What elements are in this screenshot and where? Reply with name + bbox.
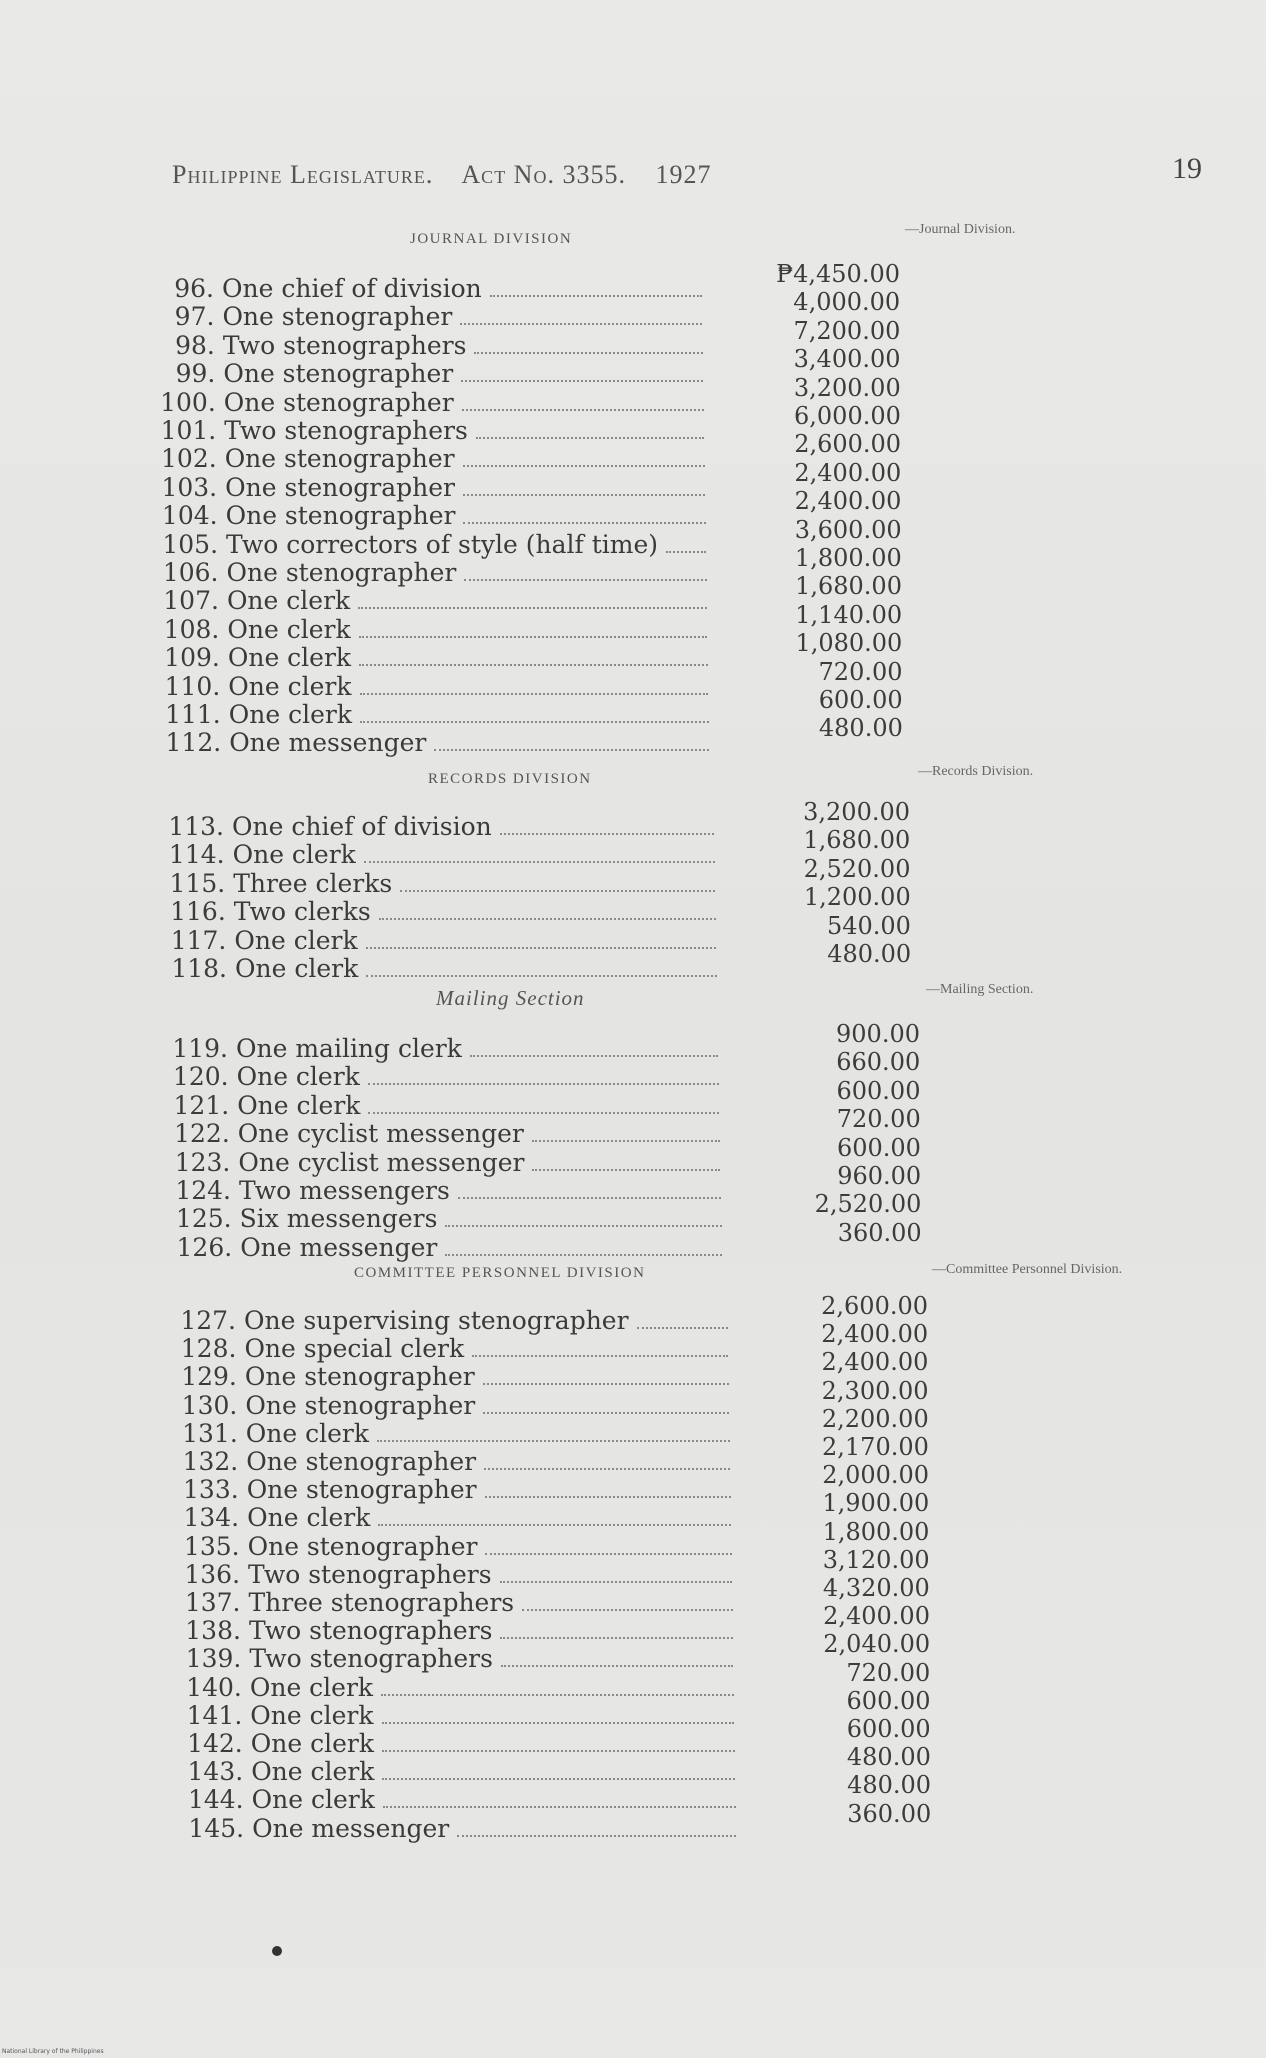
dot-leader	[500, 1637, 732, 1639]
item-number: 137.	[184, 1588, 241, 1617]
table-row	[173, 1503, 737, 1531]
table-row	[155, 700, 715, 728]
page-number: 19	[1172, 152, 1202, 185]
item-description: One chief of division	[232, 812, 492, 841]
item-amount: 720.00	[846, 1658, 931, 1687]
item-description: Two stenographers	[224, 416, 468, 445]
item-description: One stenographer	[224, 444, 455, 474]
item-description: Two stenographers	[248, 1616, 493, 1646]
margin-note-mailing: —Mailing Section.	[926, 982, 1034, 997]
dot-leader	[500, 1581, 732, 1583]
item-amount: 1,680.00	[803, 826, 911, 855]
item-amount: 480.00	[846, 1743, 931, 1772]
table-row	[154, 643, 714, 671]
item-number: 113.	[168, 812, 224, 841]
table-row	[152, 530, 712, 558]
item-number: 102.	[161, 444, 217, 474]
margin-note-records: —Records Division.	[918, 764, 1034, 779]
item-amount: 600.00	[846, 1686, 931, 1715]
item-description: Six messengers	[239, 1204, 438, 1234]
table-row	[149, 331, 709, 359]
item-description: One stenographer	[226, 558, 457, 587]
dot-leader	[383, 1806, 736, 1808]
item-description: One clerk	[236, 1062, 360, 1092]
dot-leader	[532, 1169, 720, 1171]
dot-leader	[470, 1055, 718, 1057]
dot-leader	[463, 522, 705, 524]
item-amount: 3,200.00	[803, 798, 910, 826]
item-description: One stenographer	[247, 1531, 478, 1561]
table-row	[171, 1362, 735, 1390]
item-amount: 600.00	[846, 1715, 931, 1743]
item-amount: 540.00	[826, 911, 911, 940]
table-row	[160, 926, 722, 954]
table-row	[161, 954, 723, 982]
dot-leader	[360, 693, 709, 695]
item-number: 127.	[180, 1306, 236, 1335]
header-year: 1927	[655, 160, 712, 189]
header-act: Act No. 3355.	[461, 160, 626, 189]
table-row	[175, 1588, 739, 1616]
item-number: 101.	[160, 416, 217, 445]
table-row	[151, 473, 711, 501]
table-row	[164, 1148, 726, 1176]
table-row	[178, 1814, 742, 1842]
item-amount: 6,000.00	[794, 402, 901, 430]
item-number: 104.	[161, 501, 218, 531]
item-number: 139.	[185, 1644, 242, 1674]
section-heading-journal: JOURNAL DIVISION	[410, 231, 573, 247]
item-amount: 600.00	[836, 1076, 921, 1105]
table-row	[149, 359, 709, 387]
dot-leader	[382, 1778, 735, 1780]
item-number: 115.	[169, 868, 226, 898]
item-number: 117.	[170, 925, 227, 955]
item-description: One stenographer	[225, 472, 456, 502]
dot-leader	[522, 1609, 732, 1611]
item-description: Two stenographers	[222, 330, 467, 360]
item-description: One stenographer	[225, 501, 456, 531]
item-description: One stenographer	[223, 359, 454, 389]
dot-leader	[483, 1412, 729, 1414]
item-number: 143.	[187, 1757, 244, 1787]
item-amount: 2,400.00	[821, 1320, 929, 1349]
item-number: 131.	[182, 1418, 238, 1448]
table-row	[163, 1091, 725, 1119]
item-number: 105.	[162, 529, 219, 559]
dot-leader	[359, 636, 708, 638]
item-description: One clerk	[235, 954, 359, 983]
item-amount: 1,080.00	[795, 629, 903, 658]
dot-leader	[381, 1694, 734, 1696]
dot-leader	[501, 1665, 733, 1667]
item-number: 118.	[171, 954, 227, 983]
dot-leader	[532, 1140, 720, 1142]
item-description: One clerk	[227, 643, 352, 673]
item-description: One stenographer	[246, 1475, 477, 1505]
item-number: 125.	[175, 1204, 232, 1234]
item-description: One clerk	[234, 925, 358, 955]
dot-leader	[400, 890, 715, 892]
item-number: 96.	[174, 274, 214, 303]
dot-leader	[463, 465, 705, 467]
item-description: One stenographer	[245, 1390, 476, 1420]
dot-leader	[666, 551, 706, 553]
item-description: One stenographer	[222, 302, 453, 332]
item-amount: 720.00	[818, 657, 903, 686]
table-row	[159, 840, 721, 868]
item-number: 128.	[180, 1334, 237, 1364]
item-description: One clerk	[228, 700, 352, 729]
dot-leader	[368, 1112, 719, 1114]
item-description: One clerk	[228, 671, 352, 701]
dot-leader	[360, 721, 709, 723]
item-number: 142.	[187, 1729, 243, 1758]
dot-leader	[460, 323, 702, 325]
item-amount: 3,200.00	[793, 373, 901, 402]
table-row	[153, 615, 713, 643]
item-amount: 2,400.00	[794, 487, 902, 516]
item-description: Two clerks	[233, 897, 371, 927]
item-number: 116.	[170, 897, 226, 927]
item-description: One clerk	[249, 1672, 374, 1702]
table-row	[175, 1616, 739, 1644]
item-number: 112.	[165, 728, 222, 758]
item-description: One clerk	[226, 586, 351, 616]
item-amount: 4,000.00	[793, 288, 901, 317]
item-number: 103.	[161, 472, 218, 502]
item-amount: 1,800.00	[794, 544, 902, 572]
dot-leader	[462, 409, 704, 411]
item-amount: 1,800.00	[822, 1517, 930, 1546]
item-description: Two stenographers	[248, 1559, 492, 1589]
item-amount: 660.00	[836, 1048, 921, 1077]
table-row	[172, 1447, 736, 1475]
item-amount: 2,400.00	[821, 1348, 929, 1377]
dot-leader	[382, 1750, 735, 1752]
item-description: One clerk	[251, 1785, 375, 1815]
dot-leader	[366, 947, 717, 949]
table-row	[154, 672, 714, 700]
item-number: 110.	[164, 671, 221, 701]
dot-leader	[637, 1327, 728, 1329]
item-description: One stenographer	[223, 387, 454, 417]
item-number: 141.	[186, 1700, 243, 1730]
item-description: Two messengers	[239, 1176, 450, 1205]
item-amount: 7,200.00	[793, 316, 901, 345]
item-amount: 3,120.00	[822, 1545, 930, 1574]
item-number: 140.	[186, 1672, 242, 1702]
item-description: One clerk	[247, 1503, 371, 1533]
table-row	[153, 586, 713, 614]
item-number: 138.	[185, 1616, 241, 1646]
item-description: One clerk	[250, 1700, 374, 1730]
table-row	[162, 1034, 724, 1062]
margin-note-committee: —Committee Personnel Division.	[932, 1262, 1123, 1277]
item-number: 135.	[183, 1531, 240, 1561]
item-number: 122.	[174, 1119, 230, 1149]
table-row	[164, 1119, 726, 1147]
item-amount: 3,600.00	[794, 515, 902, 544]
item-description: One cyclist messenger	[237, 1119, 524, 1149]
item-amount: 960.00	[837, 1162, 922, 1190]
table-row	[174, 1560, 738, 1588]
item-number: 97.	[174, 302, 215, 332]
section-heading-mailing: Mailing Section	[436, 986, 585, 1010]
item-description: One clerk	[237, 1090, 361, 1120]
item-number: 136.	[184, 1559, 241, 1589]
table-row	[165, 1176, 727, 1204]
item-number: 108.	[163, 614, 220, 644]
dot-leader	[366, 975, 717, 977]
table-row	[166, 1233, 728, 1261]
dot-leader	[359, 664, 708, 666]
item-number: 144.	[187, 1785, 244, 1815]
dot-leader	[364, 861, 715, 863]
item-description: One messenger	[252, 1813, 450, 1843]
dot-leader	[464, 579, 706, 581]
item-amount: 3,400.00	[793, 345, 901, 374]
item-amount: 600.00	[836, 1133, 921, 1162]
item-description: One messenger	[240, 1232, 438, 1262]
item-number: 129.	[181, 1362, 237, 1392]
dot-leader	[500, 833, 714, 835]
item-amount: 480.00	[827, 940, 912, 968]
item-description: One cyclist messenger	[238, 1147, 525, 1177]
table-row	[172, 1419, 736, 1447]
item-amount: 480.00	[847, 1771, 932, 1800]
item-amount: 2,520.00	[814, 1190, 922, 1219]
dot-leader	[379, 918, 716, 920]
item-number: 126.	[176, 1232, 233, 1262]
item-description: One stenographer	[244, 1362, 475, 1392]
table-row	[151, 444, 711, 472]
table-row	[174, 1532, 738, 1560]
dot-leader	[378, 1524, 731, 1526]
dot-leader	[461, 380, 703, 382]
table-row	[160, 897, 722, 925]
page-bullet-mark	[272, 1946, 282, 1956]
item-number: 124.	[175, 1176, 231, 1205]
dot-leader	[368, 1083, 719, 1085]
item-number: 100.	[160, 387, 216, 417]
item-number: 99.	[175, 359, 216, 389]
item-amount: 2,170.00	[822, 1433, 929, 1461]
item-amount: 2,520.00	[803, 854, 911, 883]
table-row	[166, 1204, 728, 1232]
item-description: One messenger	[229, 728, 427, 758]
item-amount: 2,600.00	[794, 430, 902, 459]
table-row	[176, 1701, 740, 1729]
dot-leader	[484, 1468, 730, 1470]
item-amount: 480.00	[818, 714, 903, 743]
item-description: Three stenographers	[248, 1588, 515, 1617]
dot-leader	[458, 1197, 721, 1199]
table-row	[159, 869, 721, 897]
item-number: 111.	[165, 700, 221, 729]
table-row	[177, 1729, 741, 1757]
dot-leader	[377, 1440, 730, 1442]
item-description: Three clerks	[233, 868, 393, 898]
dot-leader	[445, 1254, 722, 1256]
item-description: One mailing clerk	[236, 1034, 462, 1063]
item-description: One stenographer	[246, 1447, 477, 1476]
dot-leader	[434, 749, 709, 751]
item-amount: 900.00	[836, 1020, 920, 1048]
item-description: One clerk	[245, 1418, 370, 1448]
table-row	[177, 1757, 741, 1785]
item-amount: 1,140.00	[795, 600, 903, 629]
table-row	[150, 416, 710, 444]
scan-credit: National Library of the Philippines	[2, 2048, 104, 2055]
dot-leader	[358, 607, 707, 609]
item-description: One supervising stenographer	[244, 1306, 629, 1335]
item-amount: 720.00	[836, 1105, 921, 1134]
table-row	[170, 1306, 734, 1334]
dot-leader	[463, 494, 705, 496]
table-row	[175, 1644, 739, 1672]
dot-leader	[476, 437, 704, 439]
item-description: One special clerk	[244, 1334, 465, 1364]
item-number: 114.	[168, 840, 225, 870]
item-amount: 2,300.00	[821, 1376, 929, 1405]
dot-leader	[472, 1355, 728, 1357]
item-description: One chief of division	[222, 274, 482, 303]
item-description: Two correctors of style (half time)	[226, 529, 659, 559]
table-row	[176, 1673, 740, 1701]
table-row	[152, 501, 712, 529]
dot-leader	[457, 1835, 736, 1837]
table-row	[148, 274, 708, 302]
item-amount: 360.00	[837, 1218, 922, 1247]
item-amount: 2,400.00	[823, 1602, 930, 1631]
item-amount: 1,680.00	[795, 572, 902, 601]
item-description: One clerk	[232, 840, 356, 870]
item-amount: 4,320.00	[822, 1574, 930, 1602]
table-row	[158, 812, 720, 840]
item-number: 120.	[172, 1062, 229, 1092]
table-row	[173, 1475, 737, 1503]
item-number: 119.	[172, 1034, 228, 1063]
item-amount: 2,040.00	[823, 1630, 931, 1659]
item-number: 107.	[163, 586, 219, 616]
item-description: One clerk	[227, 614, 351, 644]
dot-leader	[483, 1383, 729, 1385]
item-amount: 2,000.00	[822, 1461, 930, 1490]
table-row	[170, 1334, 734, 1362]
dot-leader	[485, 1496, 731, 1498]
item-number: 123.	[174, 1147, 231, 1177]
item-amount: 360.00	[847, 1799, 932, 1828]
item-description: Two stenographers	[249, 1644, 493, 1674]
item-description: One clerk	[251, 1757, 375, 1787]
item-number: 98.	[175, 330, 215, 360]
dot-leader	[490, 295, 702, 297]
margin-note-journal: —Journal Division.	[905, 222, 1016, 237]
section-heading-records: RECORDS DIVISION	[428, 771, 592, 787]
item-amount: ₱4,450.00	[776, 260, 900, 288]
table-row	[178, 1785, 742, 1813]
item-number: 132.	[182, 1447, 239, 1476]
item-number: 134.	[183, 1503, 240, 1533]
item-number: 109.	[164, 643, 220, 673]
table-row	[171, 1391, 735, 1419]
item-number: 121.	[173, 1090, 230, 1120]
item-number: 130.	[181, 1390, 238, 1420]
dot-leader	[474, 352, 702, 354]
item-number: 145.	[188, 1813, 245, 1843]
item-amount: 1,200.00	[803, 883, 911, 912]
item-description: One clerk	[250, 1729, 374, 1758]
item-amount: 2,600.00	[821, 1292, 928, 1320]
dot-leader	[445, 1225, 721, 1227]
item-amount: 600.00	[818, 686, 903, 714]
section-heading-committee: COMMITTEE PERSONNEL DIVISION	[354, 1265, 646, 1281]
item-number: 133.	[183, 1475, 239, 1505]
table-row	[153, 558, 713, 586]
item-amount: 2,200.00	[821, 1404, 929, 1433]
item-amount: 1,900.00	[822, 1489, 930, 1518]
dot-leader	[485, 1553, 731, 1555]
table-row	[148, 302, 708, 330]
item-amount: 2,400.00	[794, 458, 902, 487]
table-row	[150, 388, 710, 416]
running-header	[172, 160, 733, 190]
table-row	[155, 728, 715, 756]
table-row	[163, 1062, 725, 1090]
dot-leader	[382, 1722, 735, 1724]
header-title: Philippine Legislature.	[172, 160, 434, 189]
item-number: 106.	[162, 558, 219, 587]
